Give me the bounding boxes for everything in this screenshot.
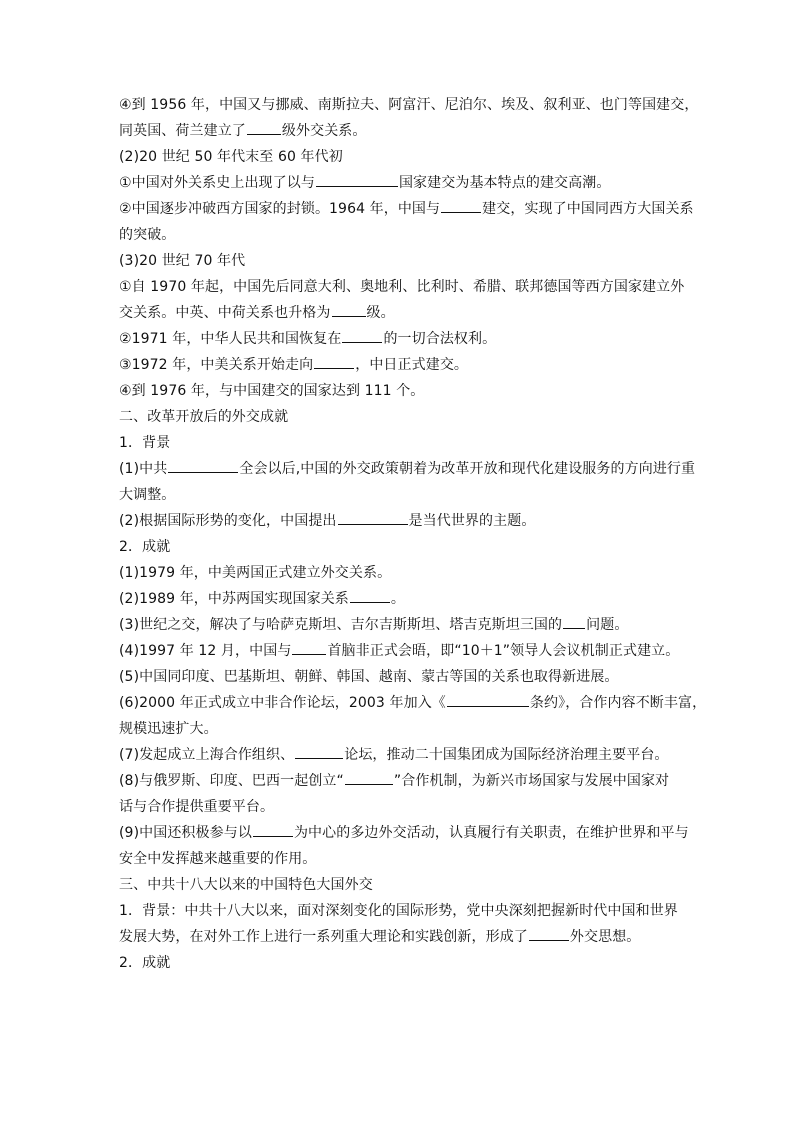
text-line: (3)世纪之交，解决了与哈萨克斯坦、吉尔吉斯斯坦、塔吉克斯坦三国的 问题。	[119, 612, 679, 638]
subsection-heading: 2．成就	[119, 955, 171, 971]
text-line: ①中国对外关系史上出现了以与 国家建交为基本特点的建交高潮。	[119, 170, 679, 196]
fill-blank[interactable]	[295, 743, 343, 759]
text-line: (8)与俄罗斯、印度、巴西一起创立“ ”合作机制，为新兴市场国家与发展中国家对	[119, 768, 679, 794]
text-line: (4)1997 年 12 月，中国与 首脑非正式会晤，即“10＋1”领导人会议机制正式建立。	[119, 638, 679, 664]
subsection-heading: (3)20 世纪 70 年代	[119, 253, 246, 269]
text-line: 安全中发挥越来越重要的作用。	[119, 851, 317, 867]
text-line: 话与合作提供重要平台。	[119, 799, 275, 815]
text-line: 同英国、荷兰建立了 级外交关系。	[119, 118, 679, 144]
text-line: 大调整。	[119, 487, 176, 503]
text-line: (1)中共 全会以后,中国的外交政策朝着为改革开放和现代化建设服务的方向进行重	[119, 456, 679, 482]
fill-blank[interactable]	[338, 509, 408, 525]
fill-blank[interactable]	[350, 587, 390, 603]
text-line: ④到 1956 年，中国又与挪威、南斯拉夫、阿富汗、尼泊尔、埃及、叙利亚、也门等国建交，	[119, 97, 699, 113]
text-line: ①自 1970 年起，中国先后同意大利、奥地利、比利时、希腊、联邦德国等西方国家建立外	[119, 279, 685, 295]
subsection-heading: 2．成就	[119, 539, 171, 555]
fill-blank[interactable]	[314, 353, 354, 369]
fill-blank[interactable]	[563, 613, 585, 629]
text-line: 发展大势，在对外工作上进行一系列重大理论和实践创新，形成了 外交思想。	[119, 924, 679, 950]
text-line: (2)根据国际形势的变化，中国提出 是当代世界的主题。	[119, 508, 679, 534]
subsection-heading: (2)20 世纪 50 年代末至 60 年代初	[119, 149, 343, 165]
text-line: ②中国逐步冲破西方国家的封锁。1964 年，中国与 建交，实现了中国同西方大国关系	[119, 196, 679, 222]
fill-blank[interactable]	[345, 769, 393, 785]
fill-blank[interactable]	[332, 301, 366, 317]
section-heading: 三、中共十八大以来的中国特色大国外交	[119, 877, 373, 893]
section-heading: 二、改革开放后的外交成就	[119, 409, 289, 425]
text-line: 交关系。中英、中荷关系也升格为 级。	[119, 300, 679, 326]
fill-blank[interactable]	[441, 197, 481, 213]
text-line: (1)1979 年，中美两国正式建立外交关系。	[119, 565, 392, 581]
document-page	[119, 92, 707, 976]
text-line: 的突破。	[119, 227, 176, 243]
fill-blank[interactable]	[168, 457, 238, 473]
fill-blank[interactable]	[292, 639, 326, 655]
fill-blank[interactable]	[253, 821, 293, 837]
text-line: ④到 1976 年，与中国建交的国家达到 111 个。	[119, 383, 425, 399]
subsection-heading: 1．背景	[119, 435, 171, 451]
text-line: (9)中国还积极参与以 为中心的多边外交活动，认真履行有关职责，在维护世界和平与	[119, 820, 679, 846]
fill-blank[interactable]	[447, 691, 529, 707]
text-line: (5)中国同印度、巴基斯坦、朝鲜、韩国、越南、蒙古等国的关系也取得新进展。	[119, 669, 619, 685]
text-line: ③1972 年，中美关系开始走向 ，中日正式建交。	[119, 352, 679, 378]
text-line: 规模迅速扩大。	[119, 721, 218, 737]
text-line: (6)2000 年正式成立中非合作论坛，2003 年加入《 条约》，合作内容不断丰富，	[119, 690, 679, 716]
fill-blank[interactable]	[529, 925, 569, 941]
fill-blank[interactable]	[342, 327, 382, 343]
text-line: (7)发起成立上海合作组织、 论坛，推动二十国集团成为国际经济治理主要平台。	[119, 742, 679, 768]
fill-blank[interactable]	[247, 119, 281, 135]
text-line: 1．背景：中共十八大以来，面对深刻变化的国际形势，党中央深刻把握新时代中国和世界	[119, 903, 678, 919]
fill-blank[interactable]	[316, 171, 398, 187]
text-line: (2)1989 年，中苏两国实现国家关系 。	[119, 586, 679, 612]
text-line: ②1971 年，中华人民共和国恢复在 的一切合法权利。	[119, 326, 679, 352]
